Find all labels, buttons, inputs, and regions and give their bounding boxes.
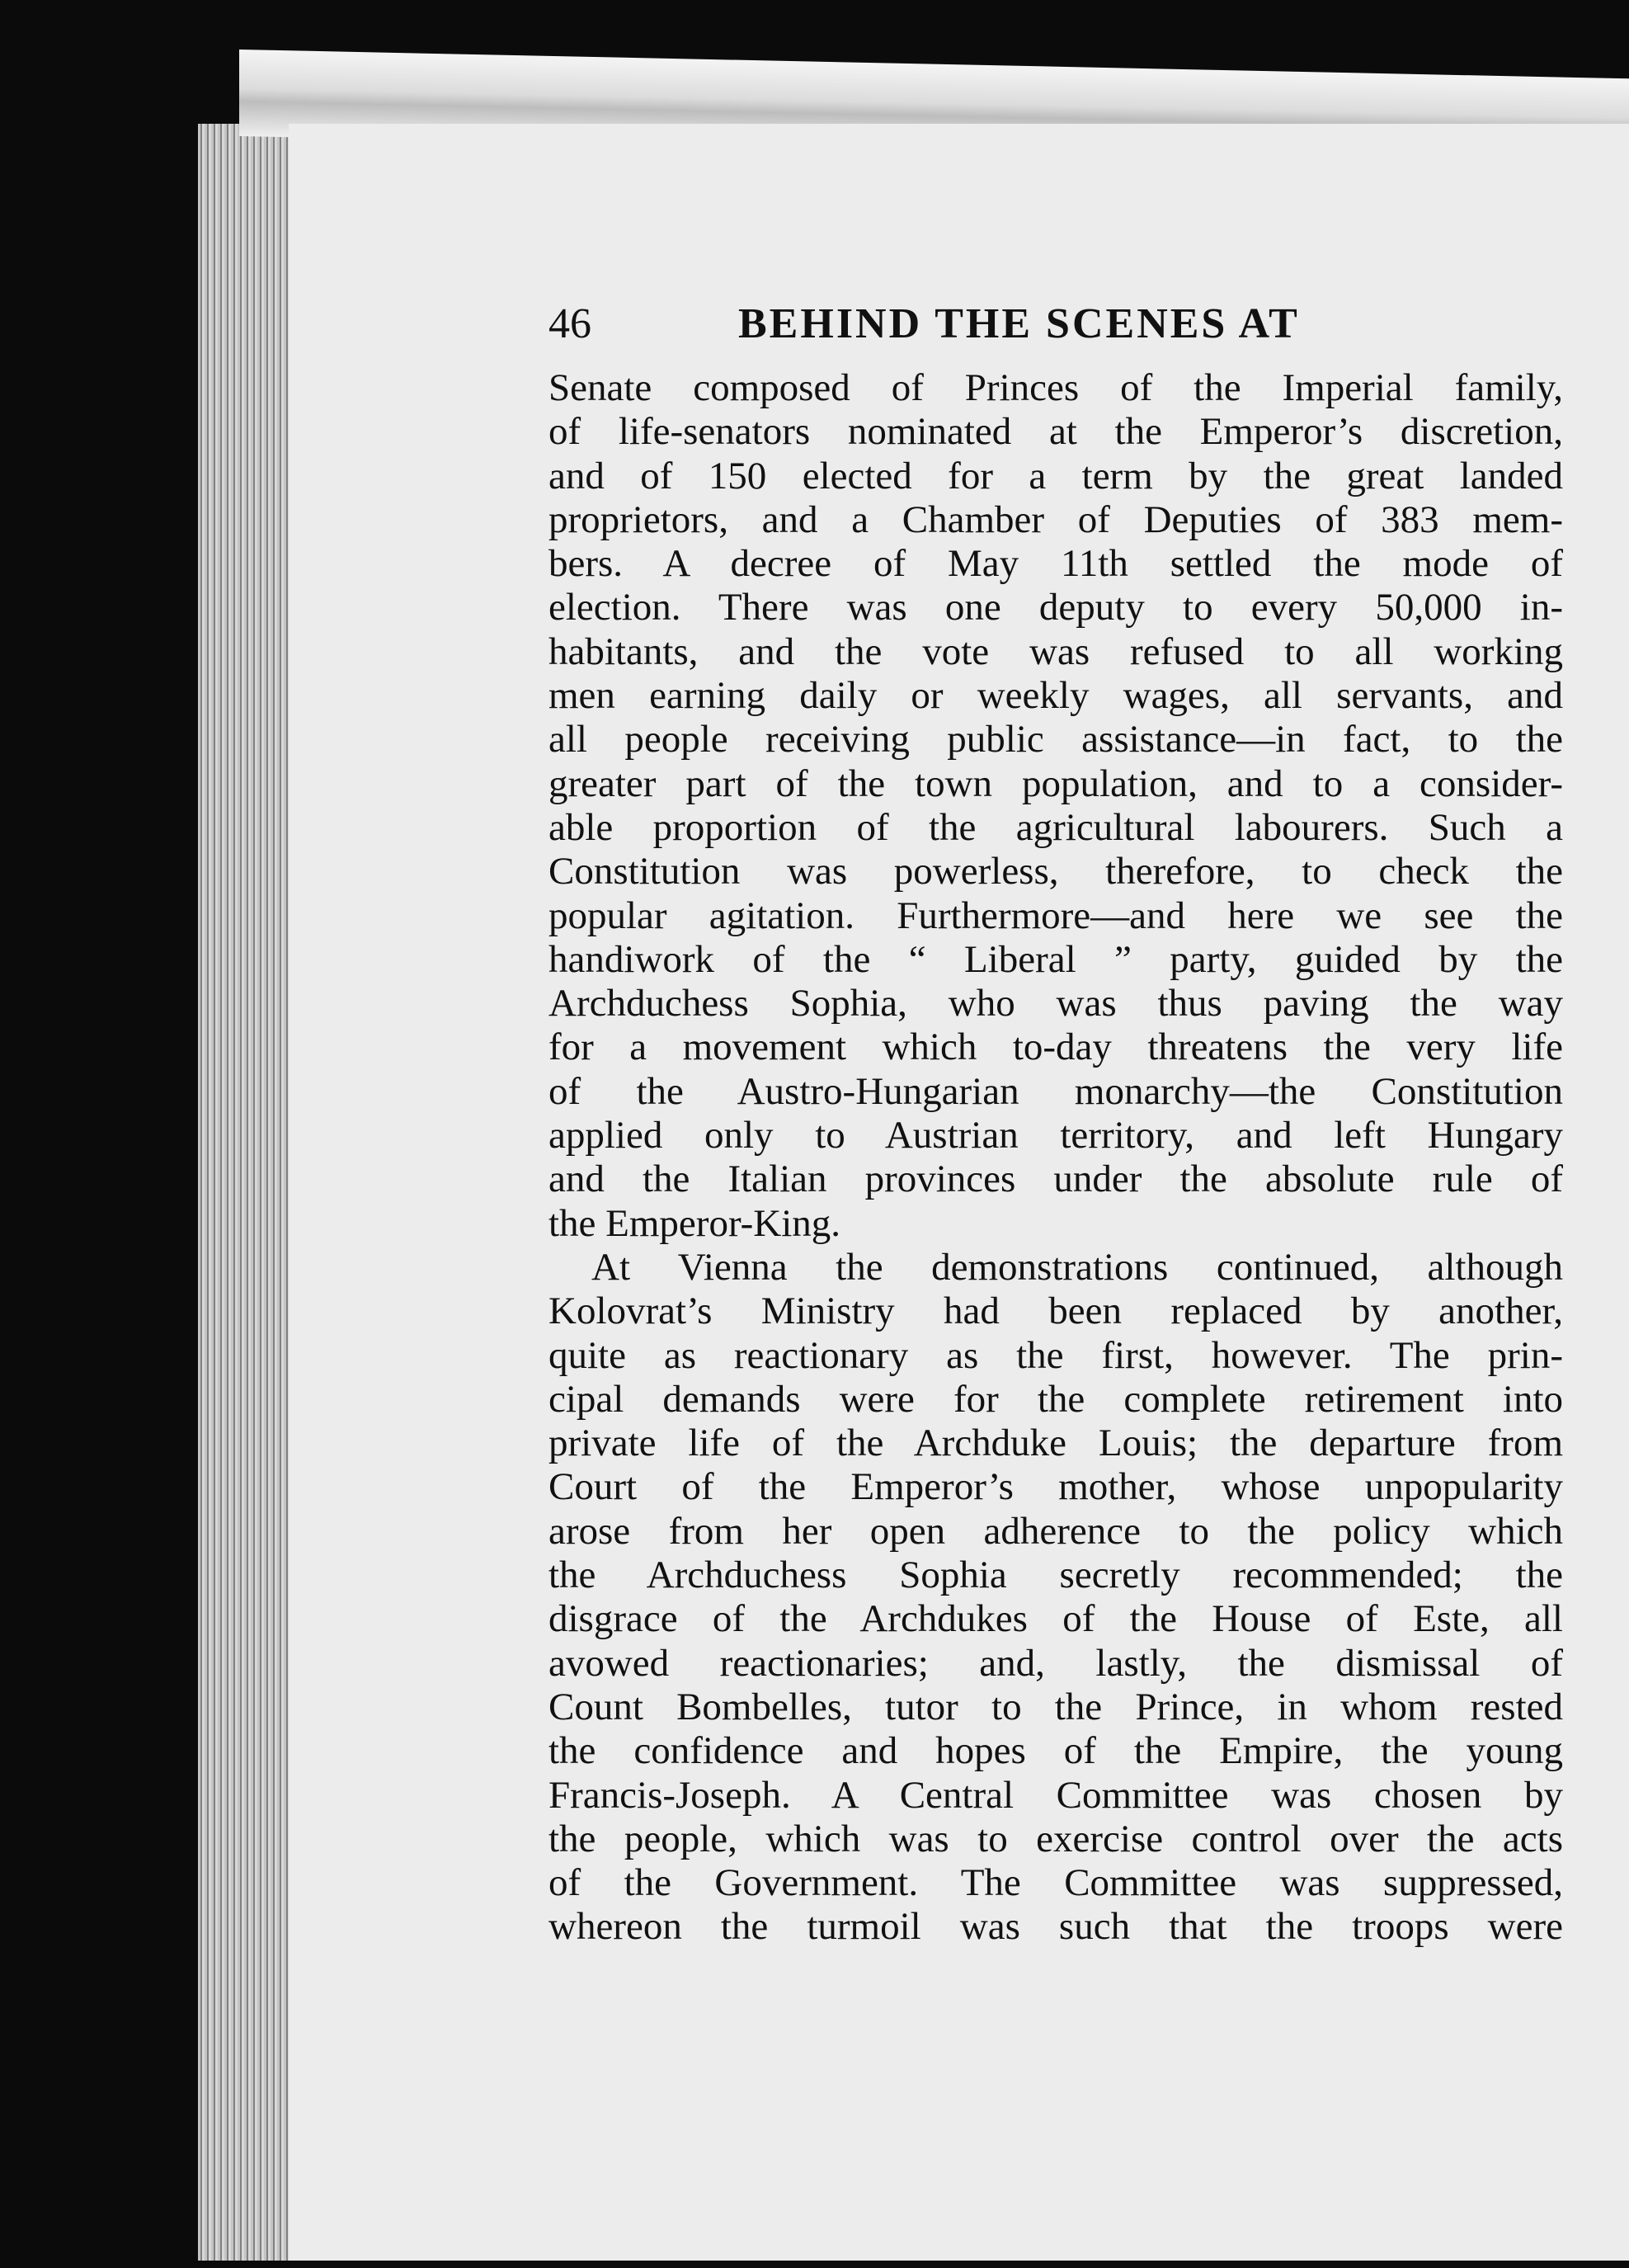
page-edges <box>198 124 297 2261</box>
text-line: for a movement which to-day threatens the very life <box>548 1026 1563 1069</box>
body-text <box>548 366 1563 1950</box>
paragraph-first-line: At Vienna the demonstrations continued, although <box>591 1245 1563 1289</box>
running-head-title: BEHIND THE SCENES AT <box>738 300 1300 347</box>
text-line: Kolovrat’s Ministry had been replaced by another, <box>548 1290 1563 1333</box>
text-line: election. There was one deputy to every 50,000 in- <box>548 586 1563 629</box>
text-line: and the Italian provinces under the absolute rule of <box>548 1158 1563 1201</box>
text-line: Francis-Joseph. A Central Committee was chosen by <box>548 1773 1563 1817</box>
text-line: proprietors, and a Chamber of Deputies of 383 mem- <box>548 497 1563 541</box>
text-line: Count Bombelles, tutor to the Prince, in whom rested <box>548 1685 1563 1728</box>
paragraph-end-line: the Emperor-King. <box>548 1201 841 1245</box>
text-line: Court of the Emperor’s mother, whose unpopularity <box>548 1465 1563 1509</box>
running-header <box>548 295 1563 353</box>
text-line: the confidence and hopes of the Empire, the young <box>548 1729 1563 1773</box>
text-line: cipal demands were for the complete retirement into <box>548 1377 1563 1421</box>
text-line: Senate composed of Princes of the Imperial family, <box>548 366 1563 409</box>
text-line: men earning daily or weekly wages, all servants, and <box>548 674 1563 718</box>
text-line: whereon the turmoil was such that the troops were <box>548 1905 1563 1949</box>
text-line: arose from her open adherence to the policy which <box>548 1509 1563 1553</box>
text-line: bers. A decree of May 11th settled the mode of <box>548 542 1563 586</box>
text-line: popular agitation. Furthermore—and here we see the <box>548 894 1563 937</box>
text-line: the Archduchess Sophia secretly recommended; the <box>548 1554 1563 1597</box>
text-line: all people receiving public assistance—in fact, to the <box>548 718 1563 762</box>
text-line: the people, which was to exercise control over the acts <box>548 1817 1563 1860</box>
text-line: disgrace of the Archdukes of the House of Este, all <box>548 1597 1563 1641</box>
text-line: Constitution was powerless, therefore, to check the <box>548 850 1563 894</box>
text-line: greater part of the town population, and to a consider- <box>548 762 1563 805</box>
text-line: of life-senators nominated at the Emperor’s discretion, <box>548 410 1563 454</box>
text-line: private life of the Archduke Louis; the departure from <box>548 1422 1563 1465</box>
page-number: 46 <box>548 300 591 347</box>
text-line: of the Austro-Hungarian monarchy—the Constitution <box>548 1069 1563 1113</box>
text-line: quite as reactionary as the first, however. The prin- <box>548 1333 1563 1377</box>
text-line: able proportion of the agricultural labourers. Such a <box>548 805 1563 849</box>
text-line: Archduchess Sophia, who was thus paving the way <box>548 982 1563 1026</box>
text-line: habitants, and the vote was refused to all working <box>548 629 1563 673</box>
text-line: avowed reactionaries; and, lastly, the dismissal of <box>548 1641 1563 1685</box>
text-line: applied only to Austrian territory, and left Hungary <box>548 1114 1563 1158</box>
text-line: handiwork of the “ Liberal ” party, guided by the <box>548 937 1563 981</box>
text-line: of the Government. The Committee was suppressed, <box>548 1861 1563 1905</box>
text-line: and of 150 elected for a term by the great landed <box>548 454 1563 497</box>
